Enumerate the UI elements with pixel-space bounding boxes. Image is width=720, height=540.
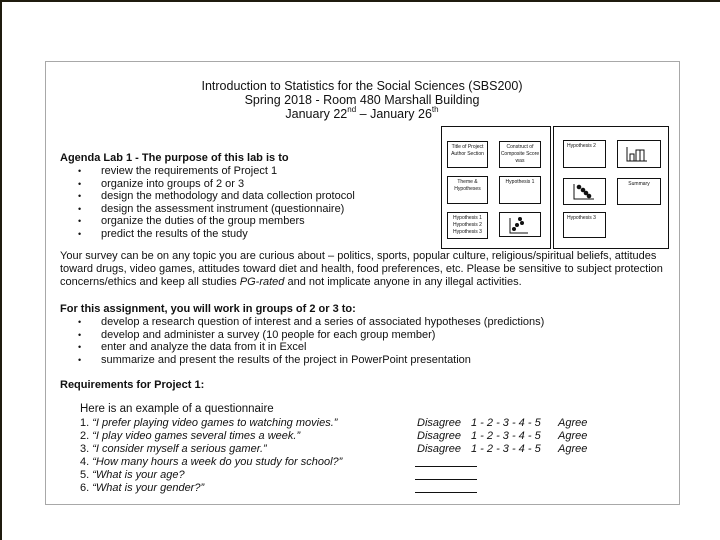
answer-blank-6 [415,492,477,493]
slide-bar-chart [617,140,661,168]
window-top-edge [0,0,720,2]
question-2: 2. “I play video games several times a week.” [80,430,301,442]
agenda-item: • organize into groups of 2 or 3 [60,178,355,191]
course-title: Introduction to Statistics for the Social Sciences (SBS200) [201,79,523,93]
scatter-plot-icon [572,181,598,201]
question-6: 6. “What is your gender?” [80,482,205,494]
slide-scatter [499,212,541,237]
slide-construct: Construct of Composite Score was [499,141,541,168]
slide-summary: Summary [617,178,661,205]
agenda-list [60,165,355,241]
questionnaire-intro: Here is an example of a questionnaire [80,403,274,415]
answer-blank-5 [415,479,477,480]
date-range: January 22nd – January 26th [285,104,439,121]
bar-chart-icon [626,146,648,162]
requirements-heading: Requirements for Project 1: [60,379,205,391]
rating-scale-3: Disagree 1 - 2 - 3 - 4 - 5 Agree [417,443,588,455]
answer-blank-4 [415,466,477,467]
question-1: 1. “I prefer playing video games to watching movies.” [80,417,338,429]
semester-room: Spring 2018 - Room 480 Marshall Building [244,93,480,107]
slide-hypothesis-1: Hypothesis 1 [499,176,541,204]
assignment-item: • develop and administer a survey (10 people for each group member) [60,329,544,342]
slide-theme-hypotheses: Theme & Hypotheses [447,176,488,204]
slide-hypotheses-list: Hypothesis 1 Hypothesis 2 Hypothesis 3 [447,212,488,239]
agenda-item: • organize the duties of the group members [60,215,355,228]
assignment-list [60,316,544,366]
assignment-heading: For this assignment, you will work in groups of 2 or 3 to: [60,303,356,315]
question-5: 5. “What is your age? [80,469,185,481]
slide-title: Title of Project Author Section [447,141,488,168]
rating-scale-2: Disagree 1 - 2 - 3 - 4 - 5 Agree [417,430,588,442]
question-4: 4. “How many hours a week do you study for school?” [80,456,343,468]
document-header [150,79,574,121]
survey-paragraph: Your survey can be on any topic you are curious about – politics, sports, popular culture, religious/spiritual beliefs, attitudes toward drugs, video games, attitudes toward diet and health, food preferences, etc. Please be sensitive to subject protection concerns/ethics and keep all studies PG-rated and not implicate anyone in any illegal activities. [60,250,663,288]
slide-hypothesis-3: Hypothesis 3 [563,212,606,238]
agenda-item: • predict the results of the study [60,228,355,241]
agenda-heading: Agenda Lab 1 - The purpose of this lab is to [60,152,289,164]
assignment-item: • enter and analyze the data from it in Excel [60,341,544,354]
slide-hypothesis-2: Hypothesis 2 [563,140,606,168]
slide-scatter [563,178,606,205]
rating-scale-1: Disagree 1 - 2 - 3 - 4 - 5 Agree [417,417,588,429]
scatter-plot-icon [508,215,534,235]
window-left-edge [0,0,2,540]
agenda-item: • design the methodology and data collection protocol [60,190,355,203]
agenda-item: • review the requirements of Project 1 [60,165,355,178]
assignment-item: • develop a research question of interest and a series of associated hypotheses (predictions) [60,316,544,329]
question-3: 3. “I consider myself a serious gamer.” [80,443,267,455]
agenda-item: • design the assessment instrument (questionnaire) [60,203,355,216]
assignment-item: • summarize and present the results of the project in PowerPoint presentation [60,354,544,367]
